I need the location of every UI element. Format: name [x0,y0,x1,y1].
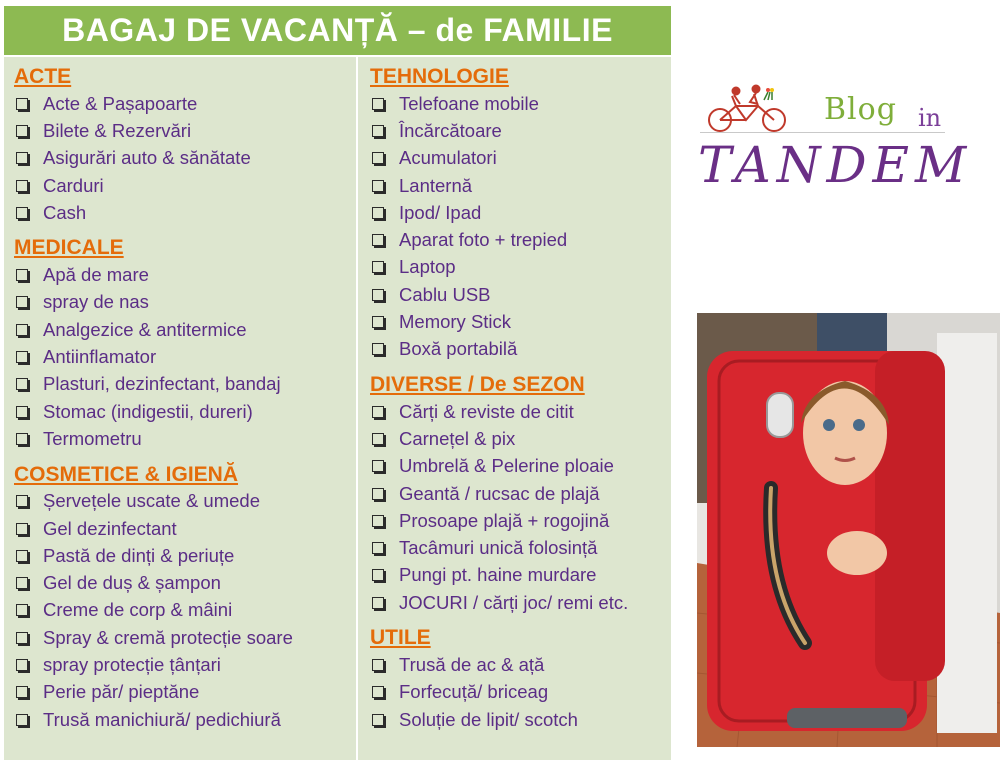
checkbox-icon [372,98,384,110]
logo-blog-text: Blog [824,92,897,127]
checkbox-icon [16,659,28,671]
checklist-item-label: Gel dezinfectant [43,517,177,539]
checkbox-icon [372,261,384,273]
checklist-item [14,542,356,569]
checkbox-icon [372,488,384,500]
checklist-item-label: Boxă portabilă [399,338,518,360]
checklist-item [370,308,671,335]
section-heading: TEHNOLOGIE [370,65,509,88]
checklist-item-label: spray de nas [43,291,149,313]
checklist-item [370,398,671,425]
checkbox-icon [372,207,384,219]
checklist-items [14,261,356,452]
checklist-item [370,281,671,308]
checkbox-icon [16,378,28,390]
checklist-item-label: Pastă de dinți & periuțe [43,544,235,566]
checkbox-icon [16,495,28,507]
checklist-item [370,425,671,452]
checklist-item-label: Apă de mare [43,264,149,286]
checklist-item-label: Bilete & Rezervări [43,119,192,141]
checklist-item-label: Carduri [43,174,104,196]
checkbox-icon [372,180,384,192]
page-title: BAGAJ DE VACANȚĂ – de FAMILIE [4,6,671,55]
checklist-item-label: Spray & cremă protecție soare [43,626,293,648]
checklist-item-label: Cablu USB [399,283,491,305]
child-in-suitcase-photo [697,313,1000,747]
checklist-item-label: Forfecuță/ briceag [399,681,549,703]
checklist-item [14,371,356,398]
checkbox-icon [372,686,384,698]
checkbox-icon [372,406,384,418]
section-heading: ACTE [14,65,72,88]
checklist-item [370,145,671,172]
checklist-item [370,172,671,199]
checklist-item [14,172,356,199]
checkbox-icon [16,550,28,562]
checklist-item [14,398,356,425]
checklist-item-label: Termometru [43,427,142,449]
checklist-item [370,226,671,253]
checkbox-icon [372,460,384,472]
section-heading: COSMETICE & IGIENĂ [14,462,239,486]
checklist-item-label: Laptop [399,256,456,278]
checkbox-icon [372,343,384,355]
checkbox-icon [372,234,384,246]
checkbox-icon [372,316,384,328]
checklist-item [370,453,671,480]
checkbox-icon [16,98,28,110]
checkbox-icon [16,523,28,535]
checklist-item [14,624,356,651]
checklist-item-label: Perie păr/ pieptăne [43,681,200,703]
checklist-item-label: Prosoape plajă + rogojină [399,509,610,531]
checklist-item-label: Șervețele uscate & umede [43,490,260,512]
checkbox-icon [16,351,28,363]
section-utile [370,624,671,733]
checkbox-icon [16,433,28,445]
checklist-item [14,425,356,452]
checklist-items [14,488,356,734]
checkbox-icon [372,659,384,671]
checkbox-icon [16,632,28,644]
checklist-item [14,651,356,678]
checklist-item [370,507,671,534]
section-heading: DIVERSE / De SEZON [370,372,585,396]
checkbox-icon [16,324,28,336]
checkbox-icon [16,577,28,589]
section-medicale [14,234,356,452]
section-cosmetice-igiena [14,461,356,734]
section-acte [14,63,356,226]
logo-tandem-text: TANDEM [698,136,973,194]
checkbox-icon [16,180,28,192]
checklist-item-label: Antiinflamator [43,346,157,368]
checklist-item-label: Cărți & reviste de citit [399,400,574,422]
checklist-item [14,679,356,706]
photo-illustration [697,313,1000,747]
checklist-item [14,569,356,596]
checklist-item-label: Aparat foto + trepied [399,229,568,251]
checkbox-icon [16,207,28,219]
checklist-item-label: Trusă manichiură/ pedichiură [43,708,281,730]
blog-in-tandem-logo [696,78,973,198]
checklist-left-column [4,57,356,760]
checkbox-icon [372,289,384,301]
checklist-item [370,679,671,706]
checkbox-icon [372,569,384,581]
section-heading: UTILE [370,626,431,650]
checkbox-icon [372,597,384,609]
checklist-item-label: Trusă de ac & ață [399,653,545,675]
checkbox-icon [16,296,28,308]
checkbox-icon [16,686,28,698]
checklist-item [370,199,671,226]
checklist-item-label: Plasturi, dezinfectant, bandaj [43,373,281,395]
checklist-item-label: Geantă / rucsac de plajă [399,482,600,504]
checkbox-icon [16,604,28,616]
checklist-item [370,589,671,616]
checklist-item [14,117,356,144]
checklist-item [370,534,671,561]
section-diverse-de-sezon [370,371,671,616]
checklist-item [370,254,671,281]
checkbox-icon [372,125,384,137]
checklist-items [370,90,671,363]
checkbox-icon [372,542,384,554]
checklist-item [14,90,356,117]
checklist-item [14,145,356,172]
checklist-item [14,706,356,733]
checklist-item [14,199,356,226]
checklist-item [370,90,671,117]
checklist-item-label: Pungi pt. haine murdare [399,564,597,586]
checklist-item [370,480,671,507]
checklist-item-label: Cash [43,201,87,223]
checklist-item-label: Carnețel & pix [399,427,516,449]
checklist-right-column [358,57,671,760]
checklist-panel [4,57,671,760]
checkbox-icon [16,269,28,281]
checklist-item [14,316,356,343]
checklist-item [370,336,671,363]
checkbox-icon [16,406,28,418]
checklist-item [14,289,356,316]
checkbox-icon [372,152,384,164]
checklist-item-label: Analgezice & antitermice [43,318,247,340]
checklist-item-label: Creme de corp & mâini [43,599,233,621]
checklist-item-label: Lanternă [399,174,473,196]
checklist-item-label: JOCURI / cărți joc/ remi etc. [399,591,629,613]
checklist-item [14,597,356,624]
checklist-item [370,562,671,589]
checklist-item [370,651,671,678]
section-heading: MEDICALE [14,236,124,260]
checklist-items [370,398,671,616]
checklist-item-label: spray protecție țânțari [43,653,221,675]
tandem-bicycle-icon [706,82,790,134]
checklist-item-label: Stomac (indigestii, dureri) [43,400,253,422]
checklist-item-label: Memory Stick [399,311,512,333]
checklist-item [14,515,356,542]
checklist-item-label: Soluție de lipit/ scotch [399,708,578,730]
checklist-item-label: Gel de duș & șampon [43,572,221,594]
checkbox-icon [372,714,384,726]
checkbox-icon [16,714,28,726]
section-tehnologie [370,63,671,363]
checklist-item [370,706,671,733]
checklist-item-label: Asigurări auto & sănătate [43,147,251,169]
checkbox-icon [372,515,384,527]
checkbox-icon [16,125,28,137]
logo-underline [700,132,945,133]
checklist-item [14,261,356,288]
checklist-items [370,651,671,733]
checklist-items [14,90,356,226]
checklist-item [14,343,356,370]
checklist-item-label: Acumulatori [399,147,497,169]
checklist-item-label: Umbrelă & Pelerine ploaie [399,455,614,477]
checklist-item-label: Încărcătoare [399,119,502,141]
checklist-item-label: Acte & Pașapoarte [43,92,198,114]
logo-in-text: in [918,104,942,132]
checkbox-icon [16,152,28,164]
checklist-item-label: Telefoane mobile [399,92,539,114]
checklist-item [14,488,356,515]
checklist-item-label: Ipod/ Ipad [399,201,482,223]
checklist-item [370,117,671,144]
checklist-item-label: Tacâmuri unică folosință [399,537,598,559]
checkbox-icon [372,433,384,445]
